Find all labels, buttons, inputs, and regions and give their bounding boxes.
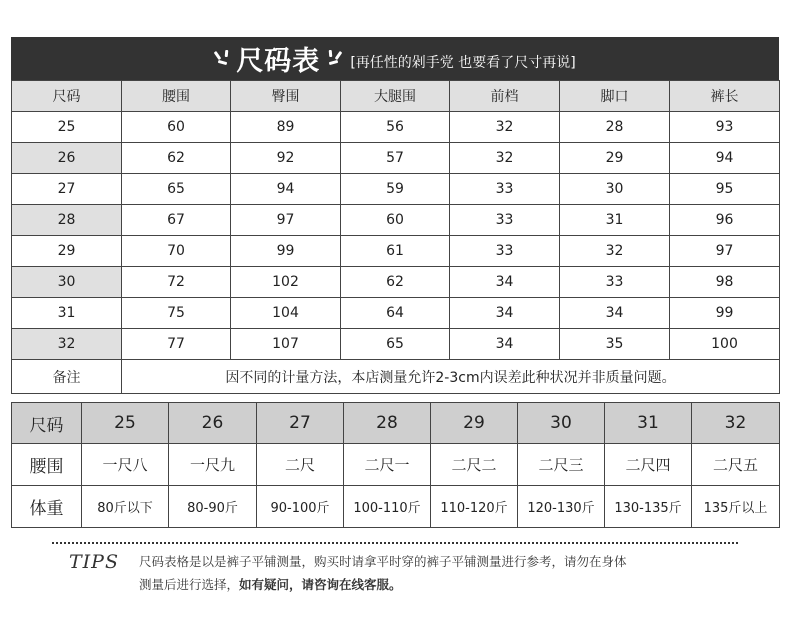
measurement-cell: 33 xyxy=(450,236,560,267)
table-row xyxy=(12,329,780,360)
column-header: 前档 xyxy=(450,81,560,112)
table-row xyxy=(12,174,780,205)
size-table xyxy=(11,80,780,394)
measurement-cell: 34 xyxy=(450,329,560,360)
table-row xyxy=(12,298,780,329)
waist-cell: 二尺三 xyxy=(518,444,605,486)
conversion-waist-row xyxy=(12,444,780,486)
size-cell: 26 xyxy=(12,143,122,174)
measurement-cell: 65 xyxy=(122,174,231,205)
size-cell: 29 xyxy=(431,403,518,444)
size-cell: 26 xyxy=(169,403,257,444)
measurement-cell: 33 xyxy=(560,267,670,298)
table-row xyxy=(12,143,780,174)
waist-cell: 二尺四 xyxy=(605,444,692,486)
measurement-cell: 32 xyxy=(450,112,560,143)
conversion-size-row xyxy=(12,403,780,444)
weight-cell: 90-100斤 xyxy=(257,486,344,528)
measurement-cell: 32 xyxy=(560,236,670,267)
row-label: 体重 xyxy=(12,486,82,528)
measurement-cell: 67 xyxy=(122,205,231,236)
waist-cell: 一尺九 xyxy=(169,444,257,486)
note-row xyxy=(12,360,780,394)
column-header: 尺码 xyxy=(12,81,122,112)
measurement-cell: 95 xyxy=(670,174,780,205)
size-cell: 25 xyxy=(82,403,169,444)
measurement-cell: 56 xyxy=(341,112,450,143)
measurement-cell: 94 xyxy=(670,143,780,174)
measurement-cell: 100 xyxy=(670,329,780,360)
measurement-cell: 57 xyxy=(341,143,450,174)
measurement-cell: 62 xyxy=(341,267,450,298)
sparkle-left-icon xyxy=(214,48,230,70)
tips-text-line-1: 尺码表格是以是裤子平铺测量，购买时请拿平时穿的裤子平铺测量进行参考，请勿在身体 xyxy=(139,554,627,569)
measurement-cell: 98 xyxy=(670,267,780,298)
size-cell: 29 xyxy=(12,236,122,267)
measurement-cell: 61 xyxy=(341,236,450,267)
size-cell: 31 xyxy=(605,403,692,444)
measurement-cell: 97 xyxy=(231,205,341,236)
size-cell: 25 xyxy=(12,112,122,143)
measurement-cell: 33 xyxy=(450,205,560,236)
measurement-cell: 62 xyxy=(122,143,231,174)
measurement-cell: 72 xyxy=(122,267,231,298)
measurement-cell: 94 xyxy=(231,174,341,205)
note-text: 因不同的计量方法，本店测量允许2-3cm内误差此种状况并非质量问题。 xyxy=(122,360,780,394)
measurement-cell: 99 xyxy=(231,236,341,267)
measurement-cell: 77 xyxy=(122,329,231,360)
dotted-divider xyxy=(52,542,738,544)
size-cell: 32 xyxy=(12,329,122,360)
waist-cell: 二尺五 xyxy=(692,444,780,486)
table-row xyxy=(12,236,780,267)
measurement-cell: 34 xyxy=(450,298,560,329)
measurement-cell: 102 xyxy=(231,267,341,298)
tips-text-line-2 xyxy=(139,575,402,593)
weight-cell: 80-90斤 xyxy=(169,486,257,528)
weight-cell: 80斤以下 xyxy=(82,486,169,528)
waist-cell: 一尺八 xyxy=(82,444,169,486)
size-cell: 28 xyxy=(12,205,122,236)
table-row xyxy=(12,267,780,298)
size-chart-title: 尺码表 xyxy=(236,46,321,77)
weight-cell: 100-110斤 xyxy=(344,486,431,528)
row-label: 腰围 xyxy=(12,444,82,486)
waist-cell: 二尺 xyxy=(257,444,344,486)
measurement-cell: 29 xyxy=(560,143,670,174)
waist-weight-table xyxy=(11,402,780,528)
measurement-cell: 93 xyxy=(670,112,780,143)
size-cell: 27 xyxy=(12,174,122,205)
measurement-cell: 92 xyxy=(231,143,341,174)
measurement-cell: 28 xyxy=(560,112,670,143)
measurement-cell: 32 xyxy=(450,143,560,174)
size-chart-header xyxy=(11,37,779,80)
measurement-cell: 75 xyxy=(122,298,231,329)
column-header: 腰围 xyxy=(122,81,231,112)
weight-cell: 110-120斤 xyxy=(431,486,518,528)
measurement-cell: 59 xyxy=(341,174,450,205)
measurement-cell: 64 xyxy=(341,298,450,329)
measurement-cell: 65 xyxy=(341,329,450,360)
note-label: 备注 xyxy=(12,360,122,394)
size-table-header-row xyxy=(12,81,780,112)
row-label: 尺码 xyxy=(12,403,82,444)
measurement-cell: 31 xyxy=(560,205,670,236)
table-row xyxy=(12,112,780,143)
column-header: 大腿围 xyxy=(341,81,450,112)
measurement-cell: 60 xyxy=(341,205,450,236)
size-cell: 28 xyxy=(344,403,431,444)
weight-cell: 130-135斤 xyxy=(605,486,692,528)
size-cell: 30 xyxy=(518,403,605,444)
tips-label: TIPS xyxy=(69,551,119,573)
measurement-cell: 34 xyxy=(560,298,670,329)
measurement-cell: 35 xyxy=(560,329,670,360)
measurement-cell: 33 xyxy=(450,174,560,205)
measurement-cell: 107 xyxy=(231,329,341,360)
size-cell: 27 xyxy=(257,403,344,444)
column-header: 裤长 xyxy=(670,81,780,112)
column-header: 脚口 xyxy=(560,81,670,112)
table-row xyxy=(12,205,780,236)
weight-cell: 135斤以上 xyxy=(692,486,780,528)
measurement-cell: 89 xyxy=(231,112,341,143)
weight-cell: 120-130斤 xyxy=(518,486,605,528)
tips-text-emphasis: 如有疑问，请咨询在线客服。 xyxy=(239,577,402,592)
size-cell: 31 xyxy=(12,298,122,329)
measurement-cell: 96 xyxy=(670,205,780,236)
size-cell: 32 xyxy=(692,403,780,444)
sparkle-right-icon xyxy=(326,48,342,70)
measurement-cell: 104 xyxy=(231,298,341,329)
waist-cell: 二尺二 xyxy=(431,444,518,486)
size-cell: 30 xyxy=(12,267,122,298)
measurement-cell: 97 xyxy=(670,236,780,267)
measurement-cell: 30 xyxy=(560,174,670,205)
conversion-weight-row xyxy=(12,486,780,528)
size-chart-subtitle: [再任性的剁手党 也要看了尺寸再说] xyxy=(350,54,576,71)
measurement-cell: 70 xyxy=(122,236,231,267)
column-header: 臀围 xyxy=(231,81,341,112)
measurement-cell: 60 xyxy=(122,112,231,143)
measurement-cell: 99 xyxy=(670,298,780,329)
waist-cell: 二尺一 xyxy=(344,444,431,486)
tips-text-plain: 测量后进行选择， xyxy=(139,577,240,592)
measurement-cell: 34 xyxy=(450,267,560,298)
